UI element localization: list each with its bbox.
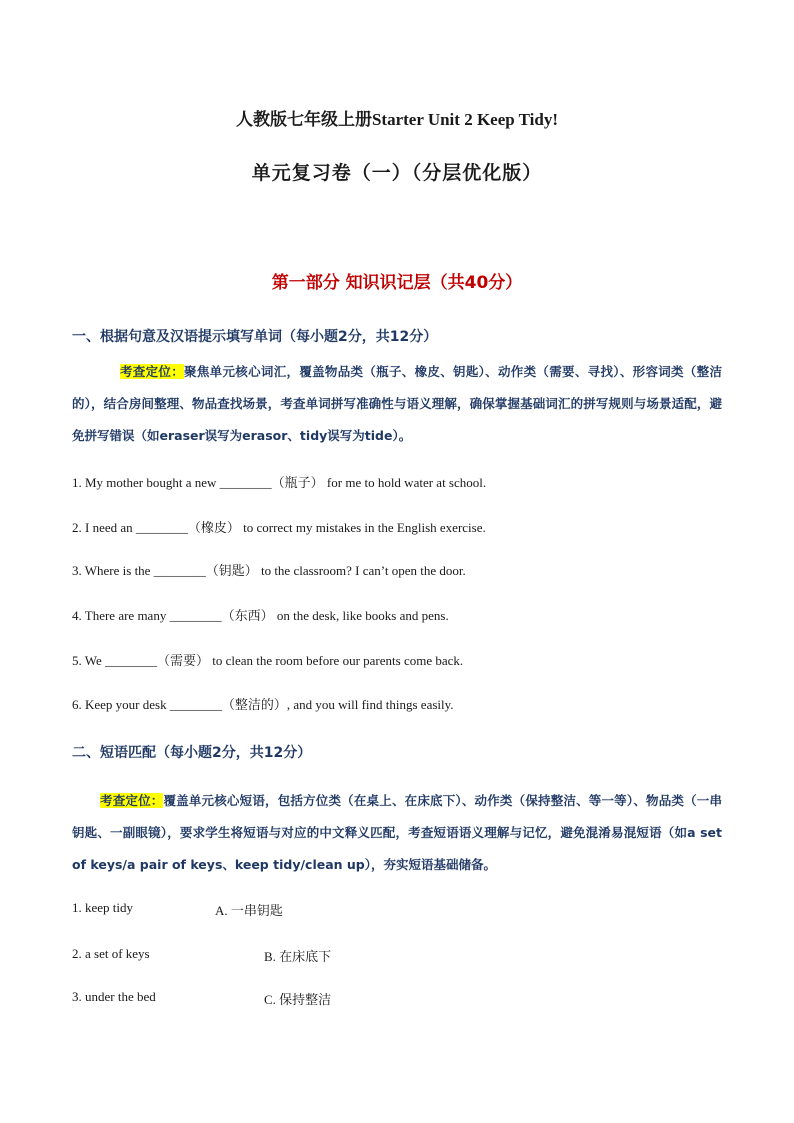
fill-question-4: 4. There are many ________（东西） on the desk, like books and pens. <box>72 608 449 623</box>
match-item-right-1: A. 一串钥匙 <box>215 903 283 918</box>
match-item-right-2: B. 在床底下 <box>264 949 332 964</box>
fill-question-1: 1. My mother bought a new ________（瓶子） for me to hold water at school. <box>72 475 487 490</box>
section-two-heading: 二、短语匹配（每小题2分，共12分） <box>72 745 312 761</box>
match-item-left-3: 3. under the bed <box>72 989 156 1004</box>
fill-question-6: 6. Keep your desk ________（整洁的）, and you will find things easily. <box>72 697 454 712</box>
fill-question-3: 3. Where is the ________（钥匙） to the classroom? I can’t open the door. <box>72 563 466 578</box>
section-one-tag: 考查定位： <box>120 364 185 379</box>
document-title: 人教版七年级上册Starter Unit 2 Keep Tidy! <box>235 110 559 129</box>
match-item-left-1: 1. keep tidy <box>72 900 134 915</box>
section-two-description <box>72 785 722 881</box>
section-one-description-text: 聚焦单元核心词汇，覆盖物品类（瓶子、橡皮、钥匙）、动作类（需要、寻找）、形容词类（整洁的），结合房间整理、物品查找场景，考查单词拼写准确性与语义理解，确保掌握基础词汇的拼写规则与场景适配，避免拼写错误（如eraser误写为erasor、tidy误写为tide）。 <box>72 364 722 443</box>
match-item-left-2: 2. a set of keys <box>72 946 150 961</box>
match-item-right-3: C. 保持整洁 <box>264 992 332 1007</box>
section-one-heading: 一、根据句意及汉语提示填写单词（每小题2分，共12分） <box>72 329 438 345</box>
section-two-description-text: 覆盖单元核心短语，包括方位类（在桌上、在床底下）、动作类（保持整洁、等一等）、物品类（一串钥匙、一副眼镜），要求学生将短语与对应的中文释义匹配，考查短语语义理解与记忆，避免混淆易混短语（如a set of keys/a pair of keys、keep tidy/clean up），夯实短语基础储备。 <box>72 793 722 872</box>
document-subtitle: 单元复习卷（一）（分层优化版） <box>251 162 543 184</box>
section-one-description <box>72 356 722 452</box>
section-two-tag: 考查定位： <box>100 793 164 808</box>
fill-question-2: 2. I need an ________（橡皮） to correct my mistakes in the English exercise. <box>72 520 486 535</box>
part-one-title: 第一部分 知识识记层（共40分） <box>271 273 523 293</box>
fill-question-5: 5. We ________（需要） to clean the room before our parents come back. <box>72 653 464 668</box>
